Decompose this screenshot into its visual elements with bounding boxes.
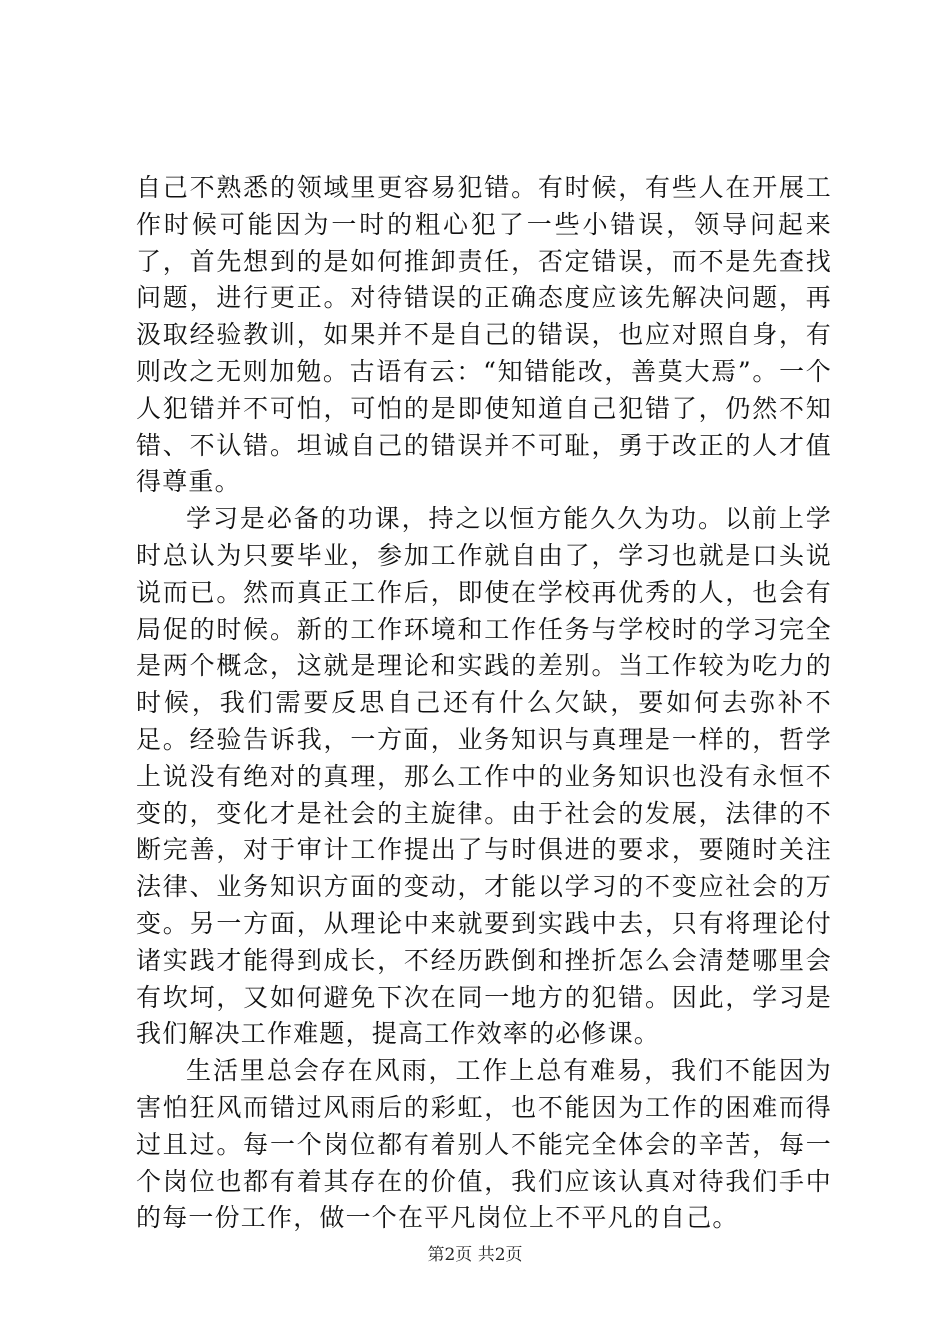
page-number-footer: 第2页 共2页 bbox=[427, 1245, 523, 1265]
paragraph-2: 学习是必备的功课，持之以恒方能久久为功。以前上学时总认为只要毕业，参加工作就自由了，学习也就是口头说说而已。然而真正工作后，即使在学校再优秀的人，也会有局促的时候。新的工作环境和工作任务与学校时的学习完全是两个概念，这就是理论和实践的差别。当工作较为吃力的时候，我们需要反思自己还有什么欠缺，要如何去弥补不足。经验告诉我，一方面，业务知识与真理是一样的，哲学上说没有绝对的真理，那么工作中的业务知识也没有永恒不变的，变化才是社会的主旋律。由于社会的发展，法律的不断完善，对于审计工作提出了与时俱进的要求，要随时关注法律、业务知识方面的变动，才能以学习的不变应社会的万变。另一方面，从理论中来就要到实践中去，只有将理论付诸实践才能得到成长，不经历跌倒和挫折怎么会清楚哪里会有坎坷，又如何避免下次在同一地方的犯错。因此，学习是我们解决工作难题，提高工作效率的必修课。 bbox=[136, 504, 832, 1049]
paragraph-3: 生活里总会存在风雨，工作上总有难易，我们不能因为害怕狂风而错过风雨后的彩虹，也不能因为工作的困难而得过且过。每一个岗位都有着别人不能完全体会的辛苦，每一个岗位也都有着其存在的价值，我们应该认真对待我们手中的每一份工作，做一个在平凡岗位上不平凡的自己。 bbox=[136, 1056, 832, 1233]
paragraph-1: 自己不熟悉的领域里更容易犯错。有时候，有些人在开展工作时候可能因为一时的粗心犯了一些小错误，领导问起来了，首先想到的是如何推卸责任，否定错误，而不是先查找问题，进行更正。对待错误的正确态度应该先解决问题，再汲取经验教训，如果并不是自己的错误，也应对照自身，有则改之无则加勉。古语有云：“知错能改，善莫大焉”。一个人犯错并不可怕，可怕的是即使知道自己犯错了，仍然不知错、不认错。坦诚自己的错误并不可耻，勇于改正的人才值得尊重。 bbox=[136, 173, 832, 497]
document-body bbox=[136, 170, 832, 1237]
